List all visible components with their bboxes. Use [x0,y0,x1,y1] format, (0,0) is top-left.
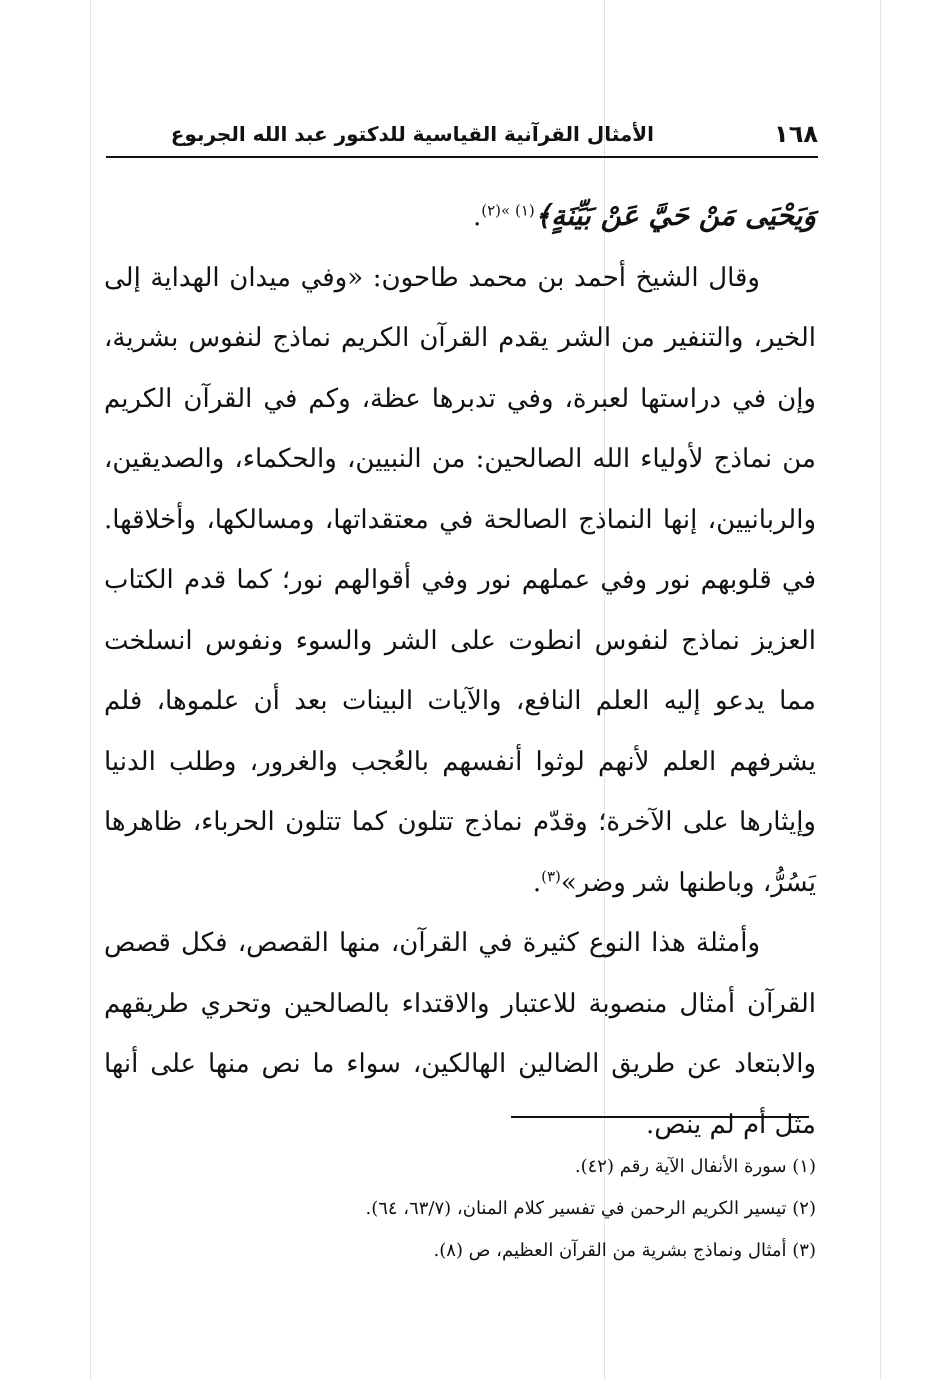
paragraph-examples [104,913,816,1155]
main-text [104,186,816,1155]
footnotes [104,1146,816,1272]
page-header [106,118,818,158]
paragraph-period: . [532,867,542,898]
footnote-item: (٢) تيسير الكريم الرحمن في تفسير كلام المنان، (٦٣/٧، ٦٤). [365,1198,816,1219]
scan-artifact-line [90,0,91,1379]
paragraph-text: وأمثلة هذا النوع كثيرة في القرآن، منها القصص، فكل قصص القرآن أمثال منصوبة للاعتبار والاقتداء بالصالحين وتحري طريقهم والابتعاد عن طريق الضالين الهالكين، سواء ما نص منها على أنها مثل أم لم ينص. [104,928,816,1140]
footnote-ref: (٣) [541,866,561,885]
footnote-item: (٣) أمثال ونماذج بشرية من القرآن العظيم، ص (٨). [433,1240,816,1261]
quran-verse: وَيَحْيَى مَنْ حَيَّ عَنْ بَيِّنَةٍ﴾ [534,199,816,232]
running-title: الأمثال القرآنية القياسية للدكتور عبد الله الجربوع [170,122,654,146]
footnote-refs: (١) »(٢) [481,201,535,220]
scan-artifact-line [880,0,881,1379]
footnote-item: (١) سورة الأنفال الآية رقم (٤٢). [574,1156,816,1177]
paragraph-quote [104,248,816,914]
page-number: ١٦٨ [774,120,818,148]
verse-line [104,186,816,248]
footnote-separator [511,1116,809,1118]
verse-period: . [472,202,482,232]
paragraph-text: وقال الشيخ أحمد بن محمد طاحون: «وفي ميدان الهداية إلى الخير، والتنفير من الشر يقدم القرآن الكريم نماذج لنفوس بشرية، وإن في دراستها لعبرة، وفي تدبرها عظة، وكم في القرآن الكريم من نماذج لأولياء الله الصالحين: من النبيين، والحكماء، والصديقين، والربانيين، إنها النماذج الصالحة في معتقداتها، ومسالكها، وأخلاقها. في قلوبهم نور وفي عملهم نور وفي أقوالهم نور؛ كما قدم الكتاب العزيز نماذج لنفوس انطوت على الشر والسوء ونفوس انسلخت مما يدعو إليه العلم النافع، والآيات البينات بعد أن علموها، فلم يشرفهم العلم لأنهم لوثوا أنفسهم بالعُجب والغرور، وطلب الدنيا وإيثارها على الآخرة؛ وقدّم نماذج تتلون كما تتلون الحرباء، ظاهرها يَسُرُّ، وباطنها شر وضر» [104,262,816,898]
